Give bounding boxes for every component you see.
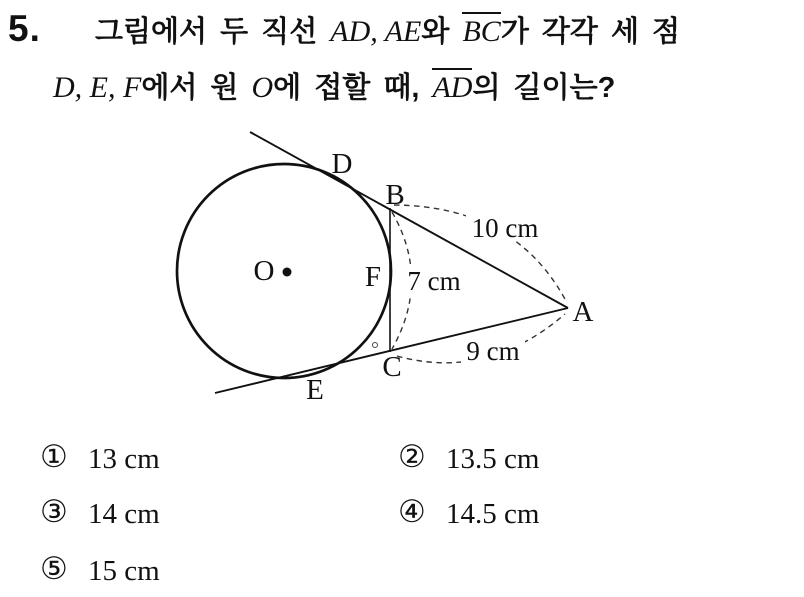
question-number: 5.: [8, 8, 41, 49]
math-segment-ad-overline: AD: [432, 68, 472, 105]
point-label-o: O: [253, 255, 275, 287]
choice-value-1: 13 cm: [88, 443, 160, 475]
point-label-a: A: [572, 296, 594, 328]
choice-marker-5: ⑤: [40, 551, 68, 586]
measurement-label-ac: 9 cm: [466, 336, 520, 366]
question-text-segment: 의 길이는?: [472, 72, 616, 104]
question-text-segment: 그림에서 두 직선: [95, 16, 331, 48]
point-label-f: F: [364, 261, 382, 293]
math-lines-ad-ae: AD, AE: [330, 15, 422, 48]
point-label-d: D: [331, 148, 353, 180]
question-text-segment: 와: [421, 16, 463, 48]
center-dot: [283, 268, 292, 277]
point-label-b: B: [385, 179, 405, 211]
question-text-segment: 에서 원: [141, 72, 252, 104]
question-text-segment: 에 접할 때,: [273, 72, 433, 104]
choice-value-2: 13.5 cm: [446, 443, 540, 475]
question-text-segment: 가 각각 세 점: [500, 16, 681, 48]
choice-value-4: 14.5 cm: [446, 498, 540, 530]
small-mark: [373, 343, 378, 348]
math-segment-bc-overline: BC: [462, 12, 500, 49]
choice-marker-3: ③: [40, 494, 68, 529]
choice-value-3: 14 cm: [88, 498, 160, 530]
point-label-e: E: [306, 374, 324, 406]
choice-marker-1: ①: [40, 439, 68, 474]
measurement-label-ab: 10 cm: [471, 213, 539, 243]
choice-value-5: 15 cm: [88, 555, 160, 587]
measurement-label-bc: 7 cm: [407, 266, 461, 296]
point-label-c: C: [382, 351, 402, 383]
math-points-def: D, E, F: [53, 71, 142, 104]
math-circle-o: O: [251, 71, 274, 104]
choice-marker-4: ④: [398, 494, 426, 529]
choice-marker-2: ②: [398, 439, 426, 474]
